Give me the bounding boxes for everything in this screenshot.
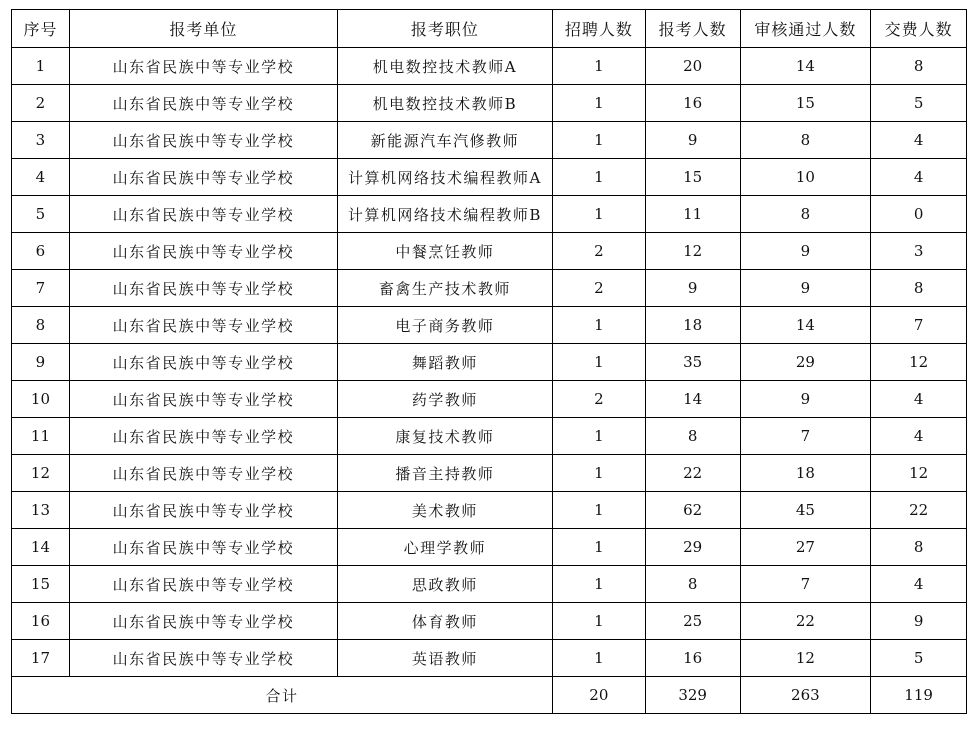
cell-position: 电子商务教师 (337, 307, 552, 344)
cell-passed: 7 (740, 418, 871, 455)
cell-position: 机电数控技术教师B (337, 85, 552, 122)
cell-paid: 9 (871, 603, 967, 640)
cell-unit: 山东省民族中等专业学校 (69, 196, 337, 233)
cell-unit: 山东省民族中等专业学校 (69, 344, 337, 381)
cell-passed: 29 (740, 344, 871, 381)
cell-no: 15 (12, 566, 70, 603)
cell-quota: 1 (552, 196, 645, 233)
cell-quota: 1 (552, 529, 645, 566)
recruitment-table (11, 9, 967, 714)
table-row (12, 344, 967, 381)
table-row (12, 492, 967, 529)
cell-quota: 1 (552, 344, 645, 381)
cell-unit: 山东省民族中等专业学校 (69, 455, 337, 492)
cell-applicants: 9 (645, 270, 740, 307)
table-row (12, 455, 967, 492)
cell-quota: 2 (552, 270, 645, 307)
cell-applicants: 20 (645, 48, 740, 85)
header-unit: 报考单位 (69, 10, 337, 48)
cell-quota: 1 (552, 48, 645, 85)
cell-passed: 9 (740, 233, 871, 270)
cell-no: 14 (12, 529, 70, 566)
cell-paid: 3 (871, 233, 967, 270)
header-row (12, 10, 967, 48)
header-no: 序号 (12, 10, 70, 48)
cell-passed: 18 (740, 455, 871, 492)
cell-position: 思政教师 (337, 566, 552, 603)
cell-position: 播音主持教师 (337, 455, 552, 492)
total-row (12, 677, 967, 714)
cell-no: 6 (12, 233, 70, 270)
table-row (12, 307, 967, 344)
cell-passed: 14 (740, 307, 871, 344)
cell-unit: 山东省民族中等专业学校 (69, 48, 337, 85)
cell-unit: 山东省民族中等专业学校 (69, 529, 337, 566)
cell-no: 4 (12, 159, 70, 196)
table-row (12, 529, 967, 566)
cell-position: 体育教师 (337, 603, 552, 640)
cell-quota: 2 (552, 233, 645, 270)
cell-no: 9 (12, 344, 70, 381)
cell-no: 7 (12, 270, 70, 307)
total-quota: 20 (552, 677, 645, 714)
cell-paid: 4 (871, 418, 967, 455)
total-applicants: 329 (645, 677, 740, 714)
cell-paid: 12 (871, 455, 967, 492)
table-row (12, 233, 967, 270)
cell-applicants: 35 (645, 344, 740, 381)
cell-passed: 14 (740, 48, 871, 85)
total-label: 合计 (12, 677, 553, 714)
cell-applicants: 15 (645, 159, 740, 196)
cell-applicants: 22 (645, 455, 740, 492)
cell-passed: 8 (740, 122, 871, 159)
cell-quota: 1 (552, 640, 645, 677)
cell-applicants: 25 (645, 603, 740, 640)
cell-passed: 9 (740, 270, 871, 307)
cell-unit: 山东省民族中等专业学校 (69, 85, 337, 122)
table-row (12, 48, 967, 85)
table-row (12, 270, 967, 307)
cell-no: 17 (12, 640, 70, 677)
table-row (12, 196, 967, 233)
table-body (12, 48, 967, 677)
cell-quota: 1 (552, 307, 645, 344)
cell-paid: 4 (871, 566, 967, 603)
cell-no: 16 (12, 603, 70, 640)
cell-applicants: 11 (645, 196, 740, 233)
cell-position: 计算机网络技术编程教师A (337, 159, 552, 196)
cell-paid: 5 (871, 640, 967, 677)
cell-applicants: 16 (645, 85, 740, 122)
cell-paid: 8 (871, 270, 967, 307)
cell-position: 药学教师 (337, 381, 552, 418)
cell-paid: 8 (871, 529, 967, 566)
cell-position: 中餐烹饪教师 (337, 233, 552, 270)
header-quota: 招聘人数 (552, 10, 645, 48)
cell-no: 12 (12, 455, 70, 492)
cell-unit: 山东省民族中等专业学校 (69, 307, 337, 344)
cell-applicants: 9 (645, 122, 740, 159)
cell-unit: 山东省民族中等专业学校 (69, 122, 337, 159)
table-row (12, 640, 967, 677)
table-row (12, 122, 967, 159)
cell-unit: 山东省民族中等专业学校 (69, 418, 337, 455)
cell-quota: 1 (552, 603, 645, 640)
cell-applicants: 8 (645, 566, 740, 603)
cell-quota: 1 (552, 85, 645, 122)
cell-position: 心理学教师 (337, 529, 552, 566)
cell-paid: 22 (871, 492, 967, 529)
cell-paid: 4 (871, 381, 967, 418)
table-row (12, 159, 967, 196)
cell-no: 1 (12, 48, 70, 85)
cell-passed: 12 (740, 640, 871, 677)
cell-quota: 1 (552, 159, 645, 196)
cell-passed: 10 (740, 159, 871, 196)
cell-position: 舞蹈教师 (337, 344, 552, 381)
cell-passed: 45 (740, 492, 871, 529)
cell-paid: 4 (871, 159, 967, 196)
cell-paid: 7 (871, 307, 967, 344)
cell-unit: 山东省民族中等专业学校 (69, 566, 337, 603)
header-applicants: 报考人数 (645, 10, 740, 48)
cell-quota: 1 (552, 455, 645, 492)
header-passed: 审核通过人数 (740, 10, 871, 48)
cell-quota: 1 (552, 418, 645, 455)
cell-applicants: 62 (645, 492, 740, 529)
cell-applicants: 8 (645, 418, 740, 455)
cell-paid: 0 (871, 196, 967, 233)
cell-position: 新能源汽车汽修教师 (337, 122, 552, 159)
cell-passed: 8 (740, 196, 871, 233)
cell-position: 康复技术教师 (337, 418, 552, 455)
table-row (12, 381, 967, 418)
cell-unit: 山东省民族中等专业学校 (69, 270, 337, 307)
cell-no: 3 (12, 122, 70, 159)
cell-position: 畜禽生产技术教师 (337, 270, 552, 307)
cell-passed: 7 (740, 566, 871, 603)
cell-unit: 山东省民族中等专业学校 (69, 159, 337, 196)
cell-unit: 山东省民族中等专业学校 (69, 603, 337, 640)
cell-no: 8 (12, 307, 70, 344)
cell-position: 美术教师 (337, 492, 552, 529)
cell-position: 计算机网络技术编程教师B (337, 196, 552, 233)
cell-position: 英语教师 (337, 640, 552, 677)
cell-no: 2 (12, 85, 70, 122)
table-row (12, 418, 967, 455)
cell-position: 机电数控技术教师A (337, 48, 552, 85)
header-paid: 交费人数 (871, 10, 967, 48)
cell-unit: 山东省民族中等专业学校 (69, 233, 337, 270)
cell-quota: 1 (552, 566, 645, 603)
cell-passed: 27 (740, 529, 871, 566)
table-row (12, 85, 967, 122)
cell-applicants: 16 (645, 640, 740, 677)
cell-unit: 山东省民族中等专业学校 (69, 492, 337, 529)
cell-no: 10 (12, 381, 70, 418)
cell-passed: 15 (740, 85, 871, 122)
cell-quota: 1 (552, 492, 645, 529)
cell-paid: 4 (871, 122, 967, 159)
cell-no: 11 (12, 418, 70, 455)
cell-quota: 2 (552, 381, 645, 418)
cell-no: 13 (12, 492, 70, 529)
cell-no: 5 (12, 196, 70, 233)
cell-applicants: 12 (645, 233, 740, 270)
cell-passed: 22 (740, 603, 871, 640)
cell-paid: 8 (871, 48, 967, 85)
cell-paid: 5 (871, 85, 967, 122)
cell-paid: 12 (871, 344, 967, 381)
cell-applicants: 14 (645, 381, 740, 418)
cell-quota: 1 (552, 122, 645, 159)
total-paid: 119 (871, 677, 967, 714)
cell-applicants: 29 (645, 529, 740, 566)
cell-unit: 山东省民族中等专业学校 (69, 381, 337, 418)
cell-applicants: 18 (645, 307, 740, 344)
table-row (12, 566, 967, 603)
cell-unit: 山东省民族中等专业学校 (69, 640, 337, 677)
total-passed: 263 (740, 677, 871, 714)
header-position: 报考职位 (337, 10, 552, 48)
cell-passed: 9 (740, 381, 871, 418)
table-row (12, 603, 967, 640)
